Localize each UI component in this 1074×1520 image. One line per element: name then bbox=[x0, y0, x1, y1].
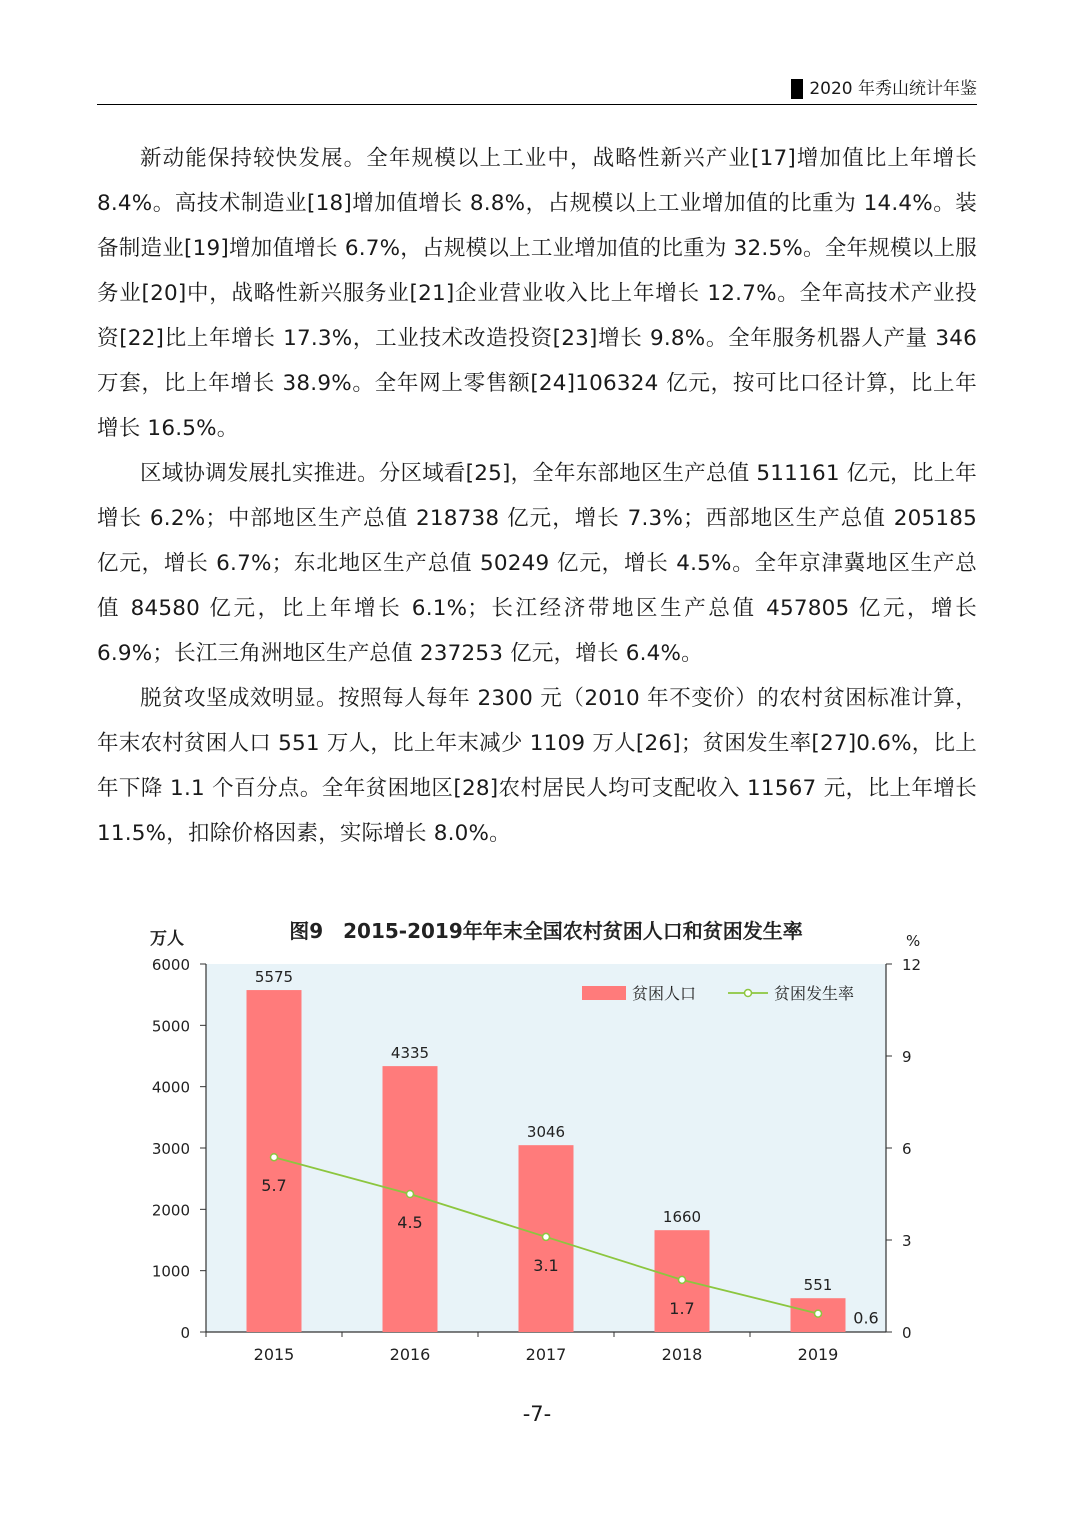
legend-swatch-poverty-rate-point bbox=[745, 990, 752, 997]
paragraph-poverty-alleviation: 脱贫攻坚成效明显。按照每人每年 2300 元（2010 年不变价）的农村贫困标准计算，年末农村贫困人口 551 万人，比上年末减少 1109 万人[26]；贫困发生率[27]0.6%，比上年下降 1.1 个百分点。全年贫困地区[28]农村居民人均可支配收入 11567 元，比上年增长 11.5%，扣除价格因素，实际增长 8.0%。 bbox=[97, 686, 977, 846]
paragraph-regional-development: 区域协调发展扎实推进。分区域看[25]，全年东部地区生产总值 511161 亿元，比上年增长 6.2%；中部地区生产总值 218738 亿元，增长 7.3%；西部地区生产总值 205185 亿元，增长 6.7%；东北地区生产总值 50249 亿元，增长 4.5%。全年京津冀地区生产总值 84580 亿元，比上年增长 6.1%；长江经济带地区生产总值 457805 亿元，增长 6.9%；长江三角洲地区生产总值 237253 亿元，增长 6.4%。 bbox=[97, 461, 977, 666]
line-data-label: 0.6 bbox=[853, 1308, 879, 1328]
line-data-label: 4.5 bbox=[397, 1213, 423, 1232]
page-header bbox=[97, 78, 977, 105]
left-tick-label: 6000 bbox=[151, 956, 190, 974]
bar-data-label: 1660 bbox=[662, 1208, 702, 1227]
page-number: -7- bbox=[522, 1402, 552, 1426]
left-tick-label: 1000 bbox=[151, 1262, 190, 1281]
line-data-label: 5.7 bbox=[261, 1176, 287, 1196]
right-tick-label: 6 bbox=[902, 1140, 912, 1158]
bar-poverty-population bbox=[383, 1066, 438, 1332]
x-tick-label: 2017 bbox=[525, 1345, 567, 1364]
bar-data-label: 551 bbox=[803, 1276, 833, 1295]
x-tick-label: 2019 bbox=[797, 1345, 839, 1364]
header-title-group bbox=[791, 78, 977, 100]
header-block-icon bbox=[791, 79, 803, 99]
line-point-poverty-rate bbox=[271, 1154, 278, 1161]
left-tick-label: 3000 bbox=[151, 1140, 190, 1158]
left-axis-label: 万人 bbox=[150, 929, 184, 949]
poverty-chart bbox=[140, 908, 930, 1378]
bar-data-label: 3046 bbox=[526, 1123, 566, 1142]
right-tick-label: 9 bbox=[902, 1048, 912, 1066]
bar-data-label: 5575 bbox=[254, 968, 294, 987]
chart-title: 图9 2015-2019年年末全国农村贫困人口和贫困发生率 bbox=[289, 919, 803, 943]
line-data-label: 1.7 bbox=[669, 1298, 695, 1318]
line-data-label: 3.1 bbox=[533, 1255, 559, 1275]
bar-data-label: 4335 bbox=[390, 1044, 430, 1063]
x-tick-label: 2016 bbox=[389, 1345, 431, 1364]
legend-label-poverty-rate: 贫困发生率 bbox=[774, 984, 855, 1003]
line-point-poverty-rate bbox=[407, 1191, 414, 1198]
x-tick-label: 2018 bbox=[661, 1345, 703, 1364]
header-title: 2020 年秀山统计年鉴 bbox=[809, 79, 977, 99]
poverty-chart-svg bbox=[140, 908, 930, 1378]
line-point-poverty-rate bbox=[815, 1310, 822, 1317]
legend-swatch-poverty-population bbox=[582, 986, 626, 1000]
line-point-poverty-rate bbox=[679, 1276, 686, 1283]
left-tick-label: 0 bbox=[180, 1324, 190, 1342]
right-tick-label: 12 bbox=[902, 956, 922, 974]
right-tick-label: 3 bbox=[902, 1232, 912, 1250]
left-tick-label: 4000 bbox=[151, 1078, 190, 1097]
legend-label-poverty-population: 贫困人口 bbox=[632, 984, 697, 1003]
x-tick-label: 2015 bbox=[253, 1345, 295, 1364]
body-text bbox=[97, 136, 977, 856]
left-tick-label: 5000 bbox=[151, 1017, 190, 1036]
right-axis-label: % bbox=[906, 932, 921, 950]
left-tick-label: 2000 bbox=[151, 1201, 190, 1220]
paragraph-new-momentum: 新动能保持较快发展。全年规模以上工业中，战略性新兴产业[17]增加值比上年增长 8.4%。高技术制造业[18]增加值增长 8.8%，占规模以上工业增加值的比重为 14.4%。装备制造业[19]增加值增长 6.7%，占规模以上工业增加值的比重为 32.5%。全年规模以上服务业[20]中，战略性新兴服务业[21]企业营业收入比上年增长 12.7%。全年高技术产业投资[22]比上年增长 17.3%，工业技术改造投资[23]增长 9.8%。全年服务机器人产量 346 万套，比上年增长 38.9%。全年网上零售额[24]106324 亿元，按可比口径计算，比上年增长 16.5%。 bbox=[97, 146, 977, 441]
right-tick-label: 0 bbox=[902, 1324, 912, 1342]
line-point-poverty-rate bbox=[543, 1233, 550, 1240]
